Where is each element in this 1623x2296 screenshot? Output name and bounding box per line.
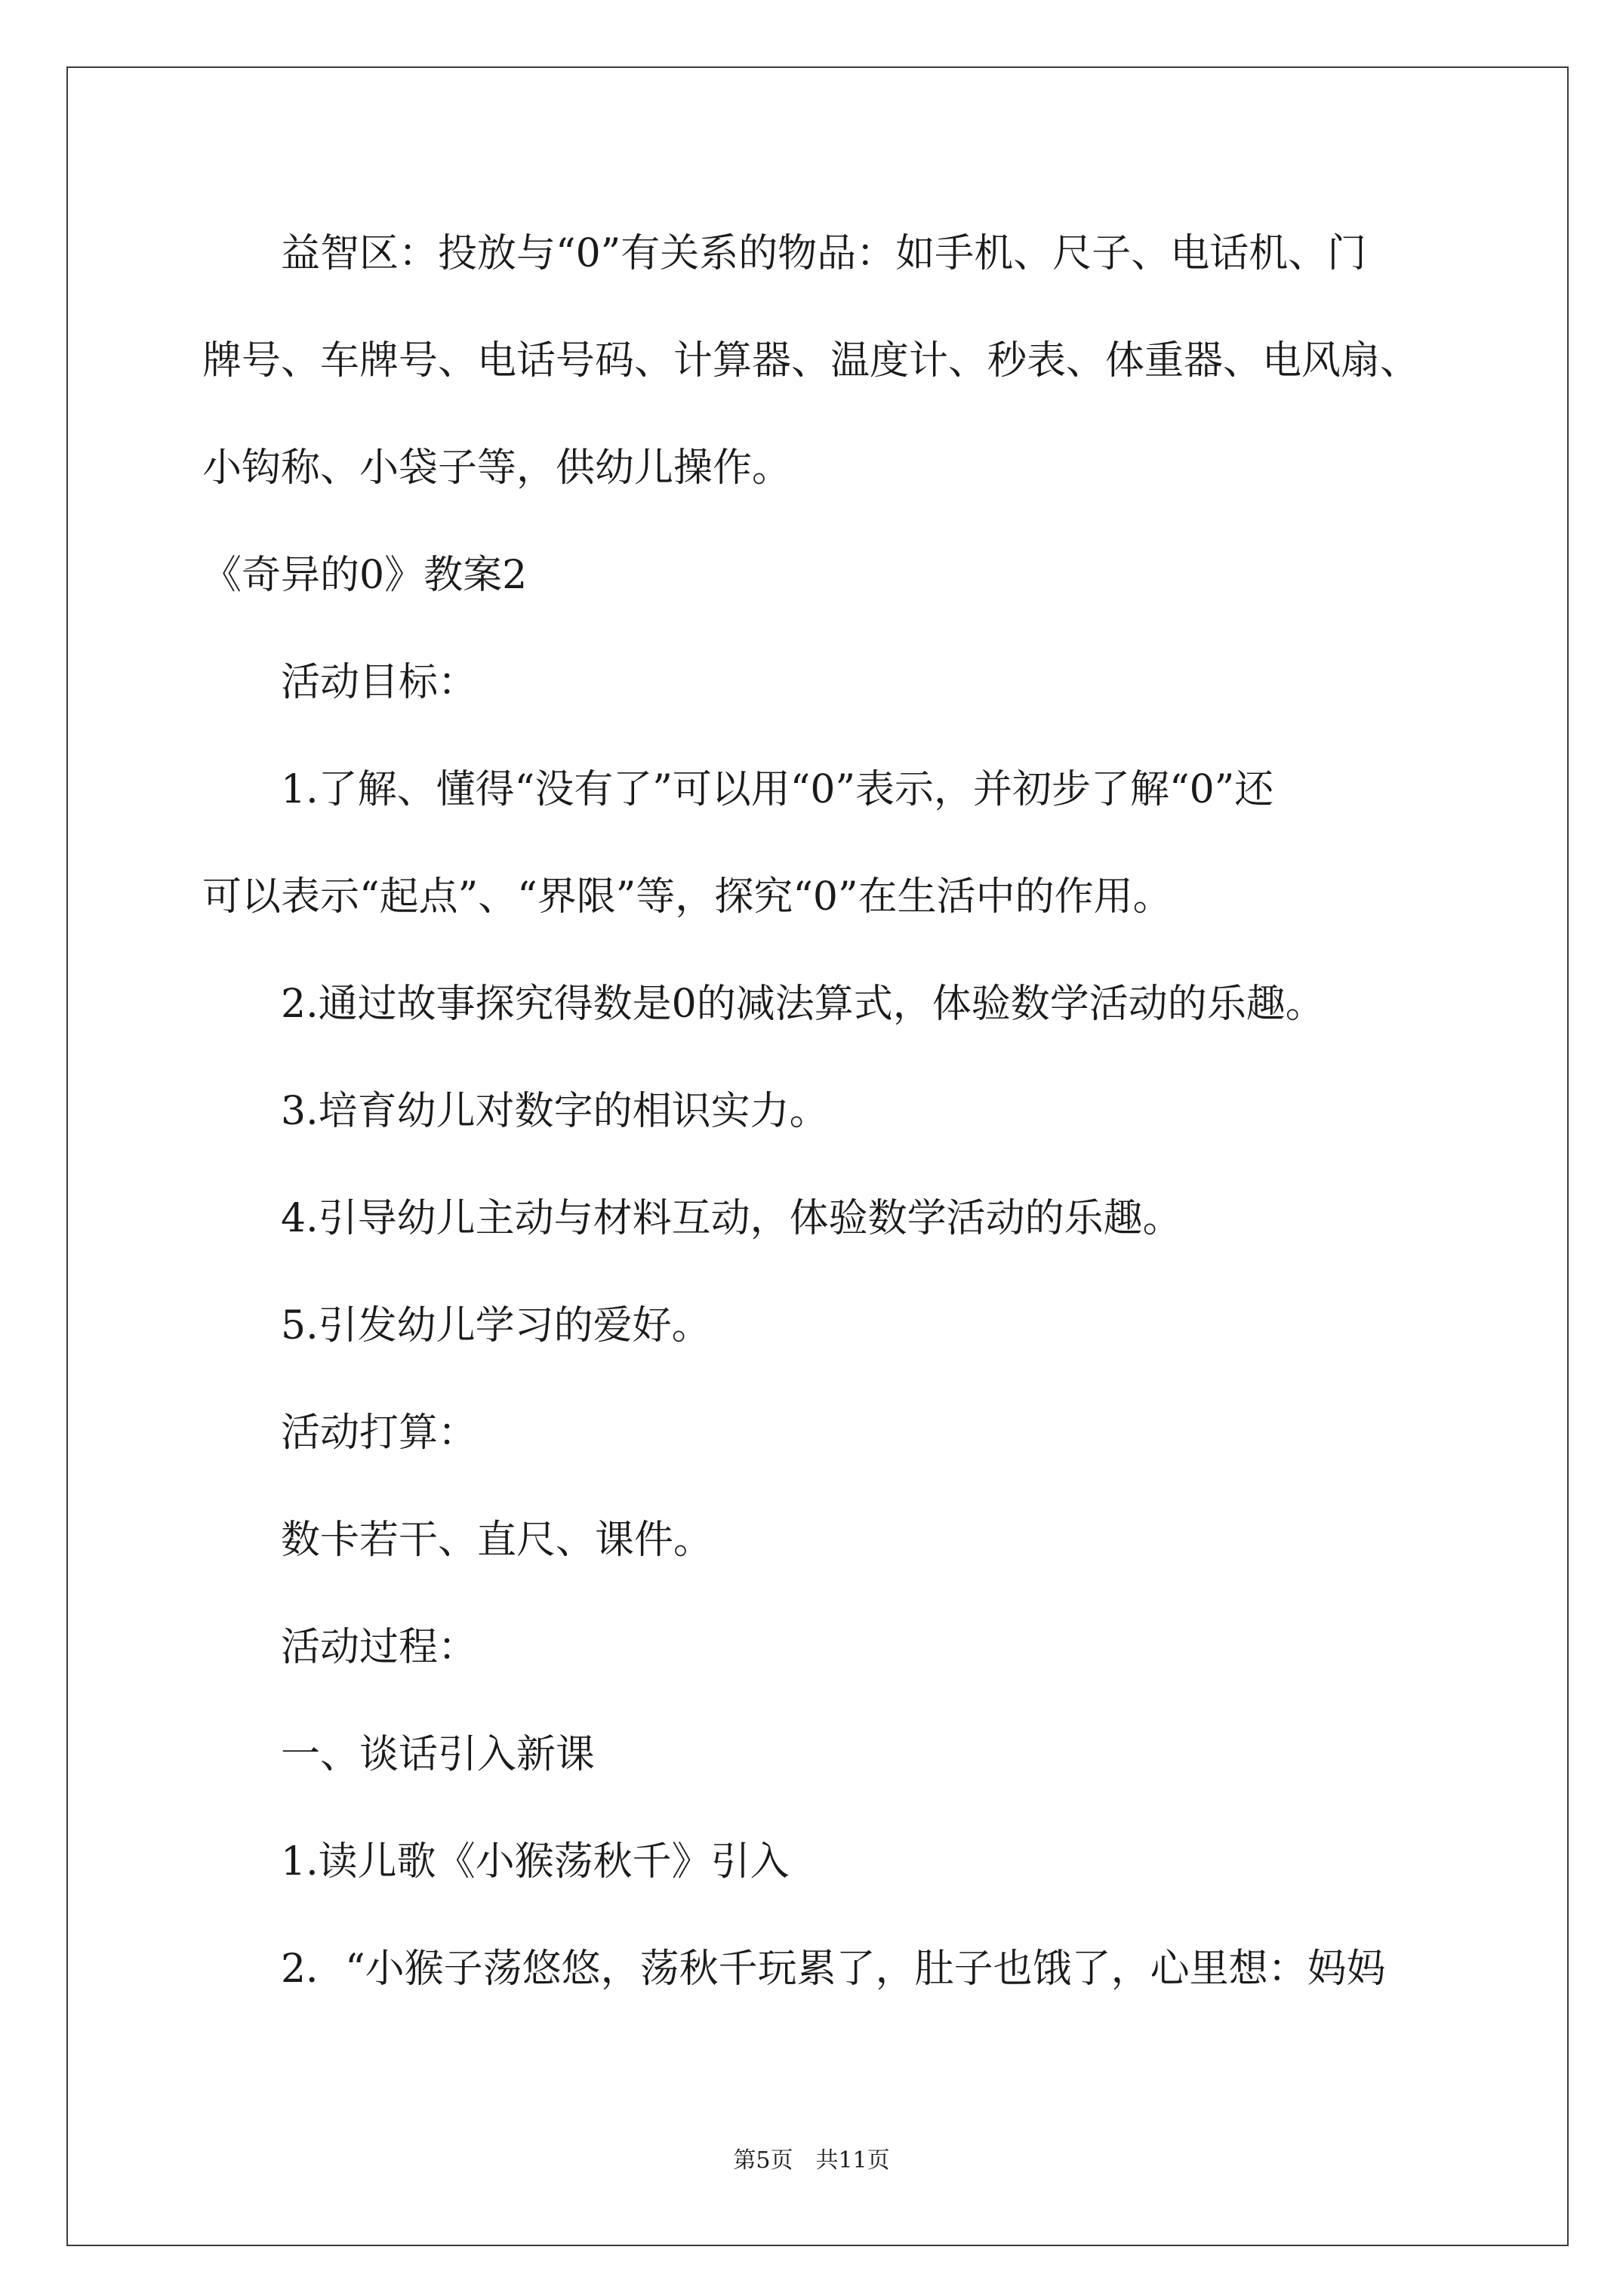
text-line: 1.了解、懂得“没有了”可以用“0”表示，并初步了解“0”还 [281,767,1274,812]
text-line: 一、谈话引入新课 [281,1732,596,1777]
paragraph-goals-title [202,629,1546,736]
page-indicator: 第5页 共11页 [733,2147,890,2174]
heading-line: 《奇异的0》教案2 [202,553,528,598]
text-line: 活动过程： [281,1625,478,1670]
text-line: 2.通过故事探究得数是0的减法算式，体验数学活动的乐趣。 [281,982,1325,1027]
text-line: 4.引导幼儿主动与材料互动，体验数学活动的乐趣。 [281,1196,1182,1241]
text-line: 牌号、车牌号、电话号码、计算器、温度计、秒表、体重器、电风扇、 [202,338,1420,384]
paragraph-goal-1 [202,736,1546,951]
text-line: 5.引发幼儿学习的爱好。 [281,1303,711,1348]
document-body [202,200,1546,2023]
text-line: 活动目标： [281,660,478,705]
paragraph-process-title [202,1594,1546,1701]
paragraph-step-1-2 [202,1915,1546,2023]
text-line: 小钩称、小袋子等，供幼儿操作。 [202,445,792,491]
text-line: 1.读儿歌《小猴荡秋千》引入 [281,1839,790,1885]
paragraph-step-1-title [202,1701,1546,1808]
paragraph-puzzle-area [202,200,1546,522]
paragraph-goal-4 [202,1165,1546,1272]
text-line: 2．“小猴子荡悠悠，荡秋千玩累了，肚子也饿了，心里想：妈妈 [281,1946,1386,1992]
paragraph-goal-5 [202,1272,1546,1379]
text-line: 数卡若干、直尺、课件。 [281,1518,713,1563]
paragraph-preparation [202,1487,1546,1594]
text-line: 活动打算： [281,1410,478,1456]
paragraph-step-1-1 [202,1808,1546,1915]
paragraph-goal-2 [202,951,1546,1058]
section-heading [202,522,1546,629]
page-footer [0,2144,1623,2177]
paragraph-preparation-title [202,1379,1546,1487]
text-line: 3.培育幼儿对数字的相识实力。 [281,1089,829,1134]
paragraph-goal-3 [202,1058,1546,1165]
text-line: 益智区：投放与“0”有关系的物品：如手机、尺子、电话机、门 [281,231,1367,276]
text-line: 可以表示“起点”、“界限”等，探究“0”在生活中的作用。 [202,874,1172,920]
